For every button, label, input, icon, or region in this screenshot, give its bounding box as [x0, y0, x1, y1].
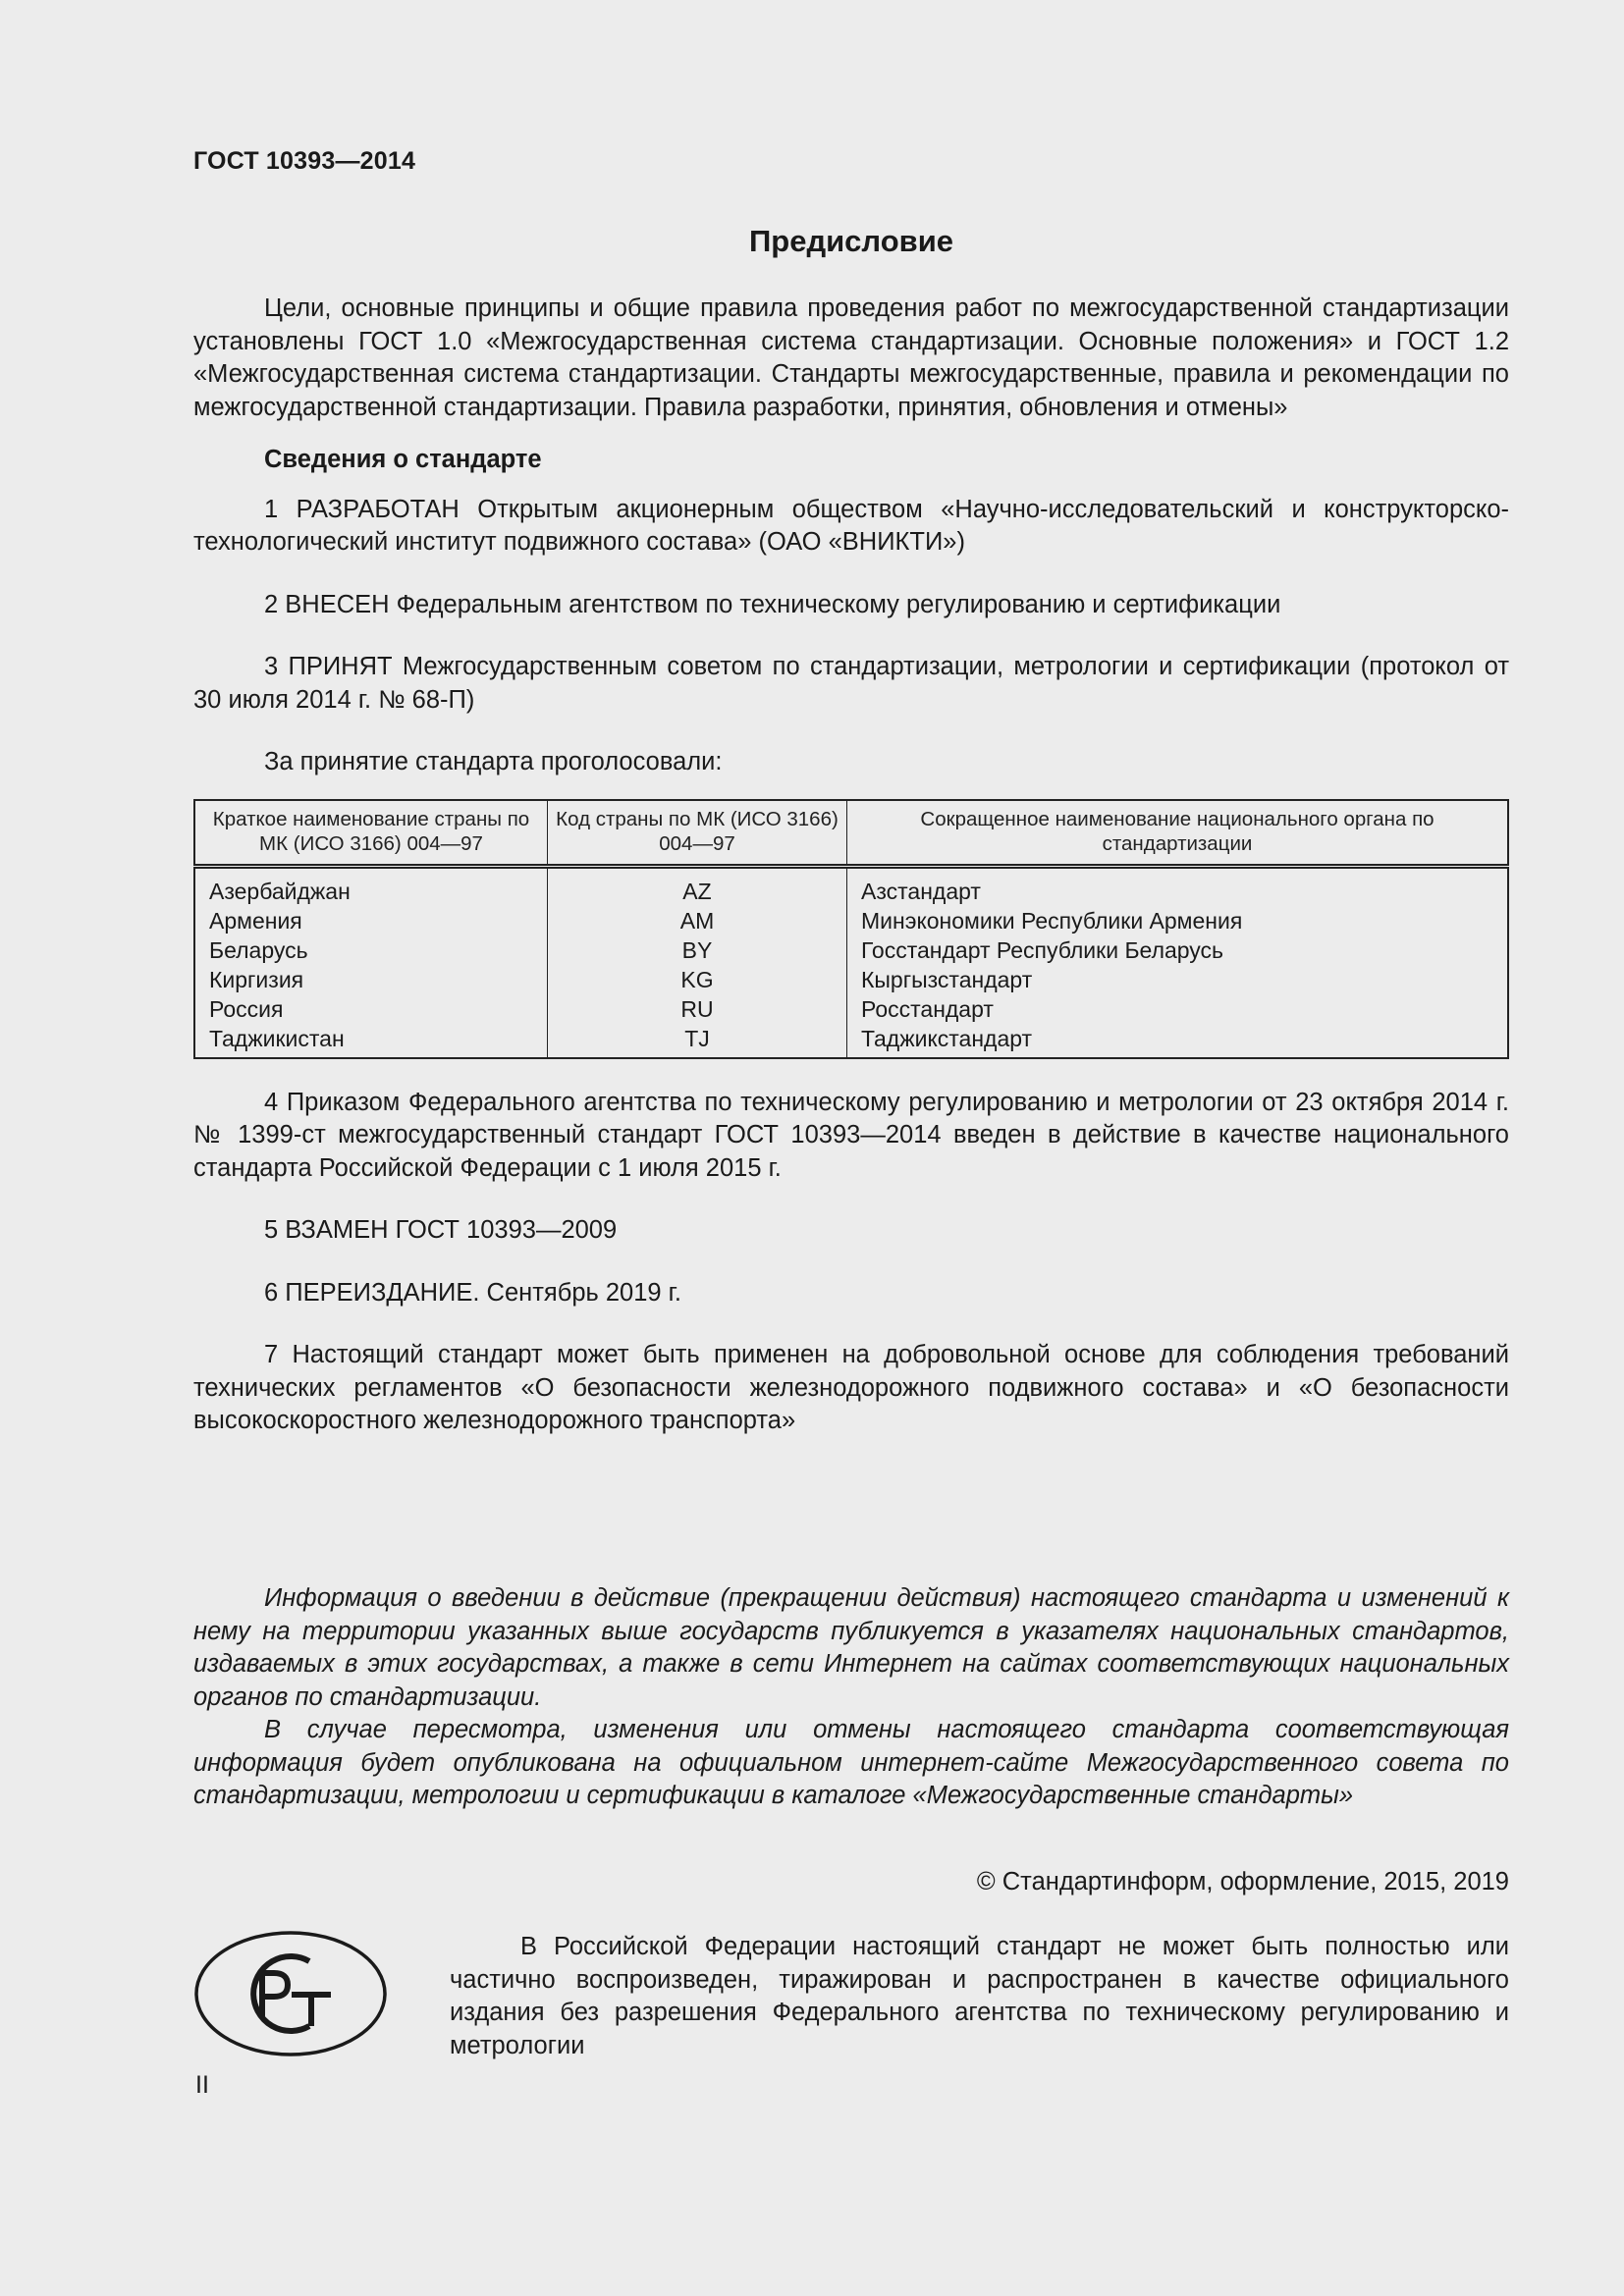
standards-body: Кыргызстандарт — [847, 965, 1509, 994]
country-name: Армения — [194, 906, 548, 935]
country-code: BY — [548, 935, 847, 965]
table-row — [194, 965, 1508, 994]
standards-body: Азстандарт — [847, 866, 1509, 906]
item-5: 5 ВЗАМЕН ГОСТ 10393—2009 — [264, 1216, 618, 1244]
standards-body: Госстандарт Республики Беларусь — [847, 935, 1509, 965]
table-header-code: Код страны по МК (ИСО 3166) 004—97 — [548, 800, 847, 867]
standards-body: Минэкономики Республики Армения — [847, 906, 1509, 935]
country-name: Киргизия — [194, 965, 548, 994]
notice-paragraph-1: Информация о введении в действие (прекращении действия) настоящего стандарта и изменений к нему на территории указанных выше государств публикуется в указателях национальных стандартов, издаваемых в этих государствах, а также в сети Интернет на сайтах соответствующих национальных органов по стандартизации. — [193, 1584, 1509, 1711]
item-1: 1 РАЗРАБОТАН Открытым акционерным обществом «Научно-исследовательский и конструкторско-технологический институт подвижного состава» (ОАО «ВНИКТИ») — [193, 495, 1509, 556]
item-2: 2 ВНЕСЕН Федеральным агентством по техническому регулированию и сертификации — [264, 590, 1281, 618]
country-code: AM — [548, 906, 847, 935]
voted-label: За принятие стандарта проголосовали: — [264, 748, 723, 775]
standards-body: Таджикстандарт — [847, 1024, 1509, 1058]
country-name: Таджикистан — [194, 1024, 548, 1058]
table-row — [194, 1024, 1508, 1058]
country-code: AZ — [548, 866, 847, 906]
table-header-row — [194, 800, 1508, 867]
table-row — [194, 866, 1508, 906]
table-row — [194, 935, 1508, 965]
item-3: 3 ПРИНЯТ Межгосударственным советом по стандартизации, метрологии и сертификации (протокол от 30 июля 2014 г. № 68-П) — [193, 653, 1509, 714]
country-code: TJ — [548, 1024, 847, 1058]
intro-paragraph: Цели, основные принципы и общие правила проведения работ по межгосударственной стандартизации установлены ГОСТ 1.0 «Межгосударственная система стандартизации. Основные положения» и ГОСТ 1.2 «Межгосударственная система стандартизации. Стандарты межгосударственные, правила и рекомендации по межгосударственной стандартизации. Правила разработки, принятия, обновления и отмены» — [193, 294, 1509, 421]
item-6: 6 ПЕРЕИЗДАНИЕ. Сентябрь 2019 г. — [264, 1278, 681, 1307]
table-row — [194, 994, 1508, 1024]
gost-r-certification-mark-icon — [193, 1930, 388, 2057]
notice-paragraph-2: В случае пересмотра, изменения или отмены настоящего стандарта соответствующая информация будет опубликована на официальном интернет-сайте Межгосударственного совета по стандартизации, метрологии и сертификации в каталоге «Межгосударственные стандарты» — [193, 1716, 1509, 1809]
copyright-line: © Стандартинформ, оформление, 2015, 2019 — [976, 1868, 1509, 1896]
item-4: 4 Приказом Федерального агентства по техническому регулированию и метрологии от 23 октября 2014 г. № 1399-ст межгосударственный стандарт ГОСТ 10393—2014 введен в действие в качестве национального стандарта Российской Федерации с 1 июля 2015 г. — [193, 1088, 1509, 1182]
country-code: KG — [548, 965, 847, 994]
page-title: Предисловие — [748, 224, 953, 258]
country-name: Беларусь — [194, 935, 548, 965]
table-header-body: Сокращенное наименование национального органа по стандартизации — [847, 800, 1509, 867]
country-code: RU — [548, 994, 847, 1024]
foreword-content — [193, 293, 1509, 1468]
countries-table — [193, 799, 1509, 1059]
standard-info-heading: Сведения о стандарте — [264, 446, 542, 473]
document-code: ГОСТ 10393—2014 — [193, 147, 416, 175]
country-name: Россия — [194, 994, 548, 1024]
item-7: 7 Настоящий стандарт может быть применен на добровольной основе для соблюдения требований технических регламентов «О безопасности железнодорожного подвижного состава» и «О безопасности высокоскоростного железнодорожного транспорта» — [193, 1341, 1509, 1434]
publication-notice — [193, 1582, 1509, 1813]
country-name: Азербайджан — [194, 866, 548, 906]
table-header-country: Краткое наименование страны по МК (ИСО 3166) 004—97 — [194, 800, 548, 867]
rights-paragraph: В Российской Федерации настоящий стандарт не может быть полностью или частично воспроизведен, тиражирован и распространен в качестве официального издания без разрешения Федерального агентства по техническому регулированию и метрологии — [450, 1933, 1509, 2059]
standards-body: Росстандарт — [847, 994, 1509, 1024]
reproduction-rights — [450, 1931, 1509, 2062]
table-row — [194, 906, 1508, 935]
page-number: II — [195, 2071, 209, 2099]
